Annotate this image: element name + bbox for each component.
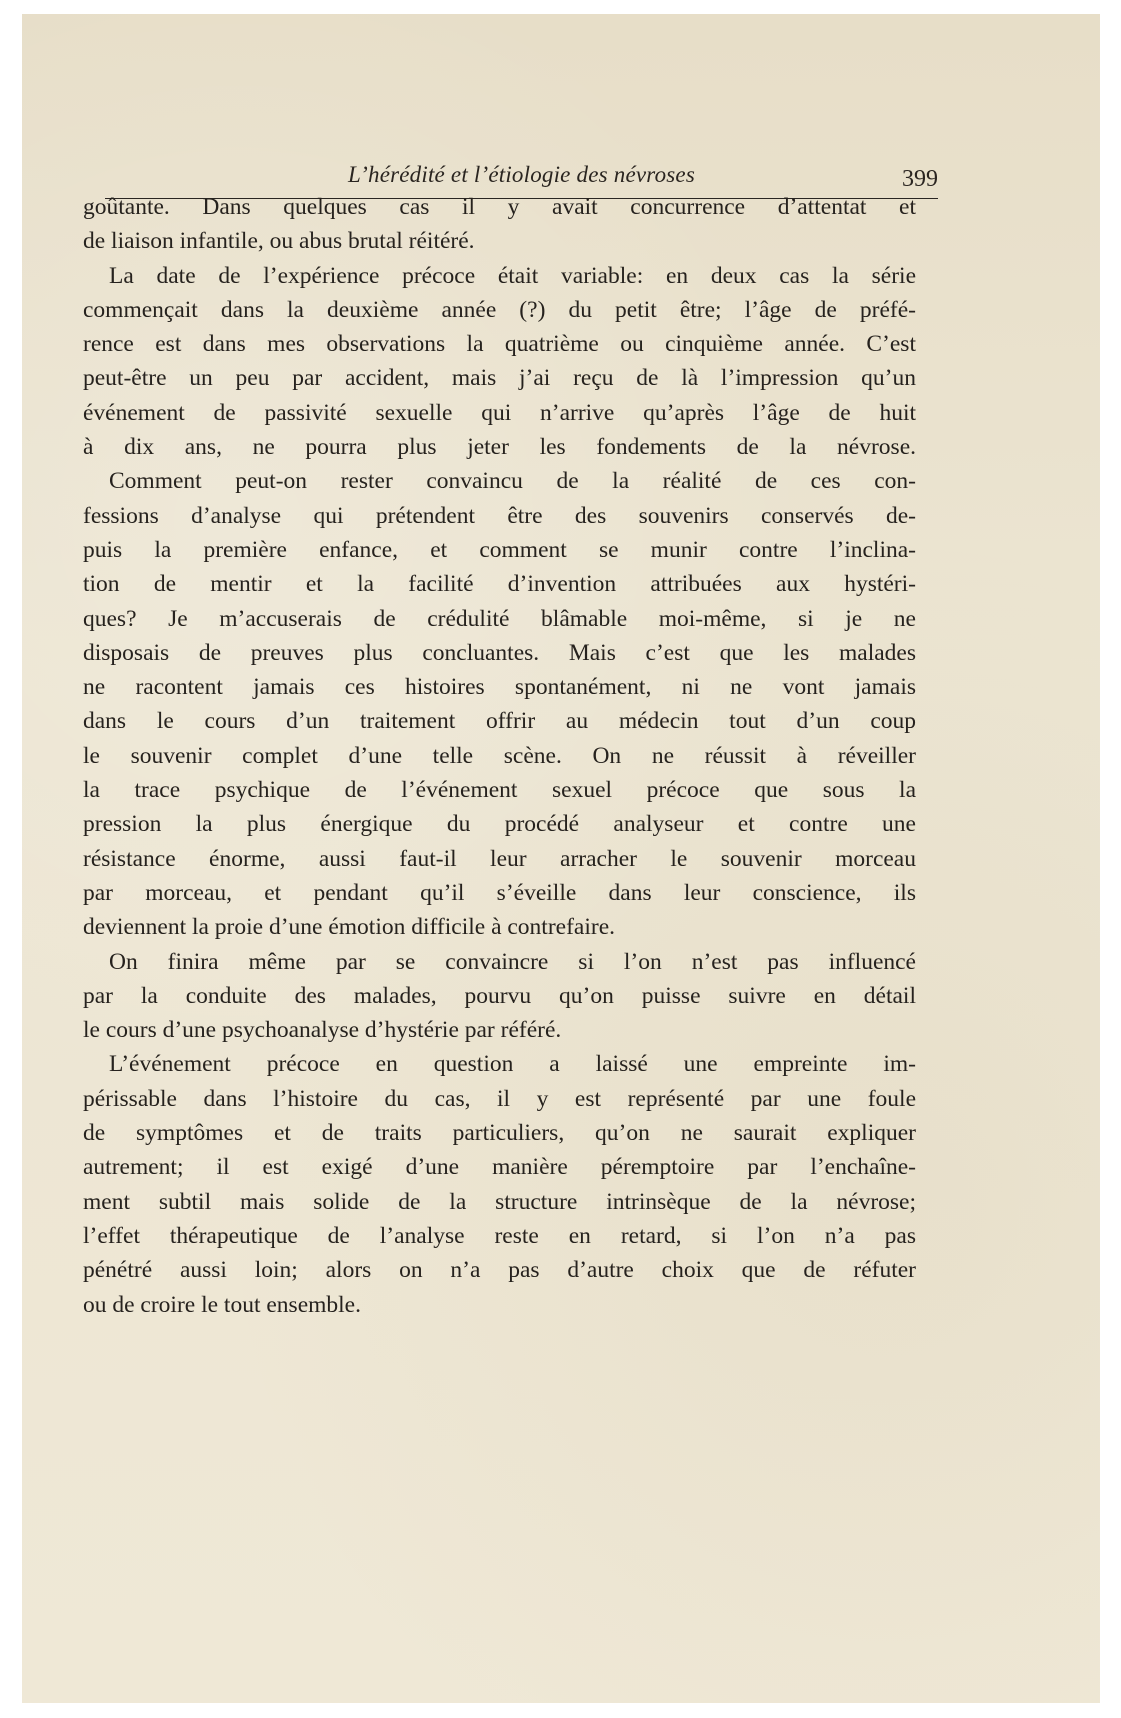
text-line: goûtante. Dans quelques cas il y avait concurrence d’attentat et bbox=[83, 194, 916, 220]
text-line: tion de mentir et la facilité d’invention attribuées aux hystéri- bbox=[83, 571, 916, 598]
paragraph bbox=[83, 1047, 916, 1321]
paragraph bbox=[83, 190, 916, 259]
text-line: autrement; il est exigé d’une manière péremptoire par l’enchaîne- bbox=[83, 1154, 916, 1181]
text-line: résistance énorme, aussi faut-il leur arracher le souvenir morceau bbox=[83, 845, 916, 872]
text-line: la trace psychique de l’événement sexuel précoce que sous la bbox=[83, 777, 916, 804]
text-line: La date de l’expérience précoce était variable: en deux cas la série bbox=[109, 262, 916, 289]
text-line: peut-être un peu par accident, mais j’ai reçu de là l’impression qu’un bbox=[83, 365, 916, 392]
paragraph bbox=[83, 945, 916, 1048]
text-line: ment subtil mais solide de la structure intrinsèque de la névrose; bbox=[83, 1188, 916, 1215]
text-line: le cours d’une psychoanalyse d’hystérie par référé. bbox=[83, 1017, 562, 1044]
text-line: dans le cours d’un traitement offrir au médecin tout d’un coup bbox=[83, 708, 916, 735]
paragraph bbox=[83, 259, 916, 465]
text-line: puis la première enfance, et comment se munir contre l’inclina- bbox=[83, 536, 916, 563]
text-line: deviennent la proie d’une émotion difficile à contrefaire. bbox=[83, 914, 616, 941]
paragraph bbox=[83, 464, 916, 944]
text-line: disposais de preuves plus concluantes. Mais c’est que les malades bbox=[83, 639, 916, 666]
text-line: le souvenir complet d’une telle scène. On ne réussit à réveiller bbox=[83, 742, 916, 769]
text-line: périssable dans l’histoire du cas, il y est représenté par une foule bbox=[83, 1085, 916, 1112]
text-line: On finira même par se convaincre si l’on n’est pas influencé bbox=[109, 948, 916, 975]
text-line: ne racontent jamais ces histoires spontanément, ni ne vont jamais bbox=[83, 674, 916, 701]
text-line: l’effet thérapeutique de l’analyse reste en retard, si l’on n’a pas bbox=[83, 1222, 916, 1249]
text-line: par morceau, et pendant qu’il s’éveille dans leur conscience, ils bbox=[83, 879, 916, 906]
text-line: pression la plus énergique du procédé analyseur et contre une bbox=[83, 811, 916, 838]
page-number: 399 bbox=[902, 166, 938, 192]
text-line: fessions d’analyse qui prétendent être des souvenirs conservés de- bbox=[83, 502, 916, 529]
text-line: Comment peut-on rester convaincu de la réalité de ces con- bbox=[109, 468, 916, 495]
text-line: à dix ans, ne pourra plus jeter les fondements de la névrose. bbox=[83, 434, 916, 461]
body-text bbox=[83, 190, 916, 1322]
text-line: ou de croire le tout ensemble. bbox=[83, 1291, 361, 1318]
text-line: par la conduite des malades, pourvu qu’on puisse suivre en détail bbox=[83, 982, 916, 1009]
text-line: événement de passivité sexuelle qui n’arrive qu’après l’âge de huit bbox=[83, 399, 916, 426]
text-line: de liaison infantile, ou abus brutal réitéré. bbox=[83, 228, 475, 255]
text-line: rence est dans mes observations la quatrième ou cinquième année. C’est bbox=[83, 331, 916, 358]
running-title: L’hérédité et l’étiologie des névroses bbox=[348, 162, 695, 187]
text-line: commençait dans la deuxième année (?) du petit être; l’âge de préfé- bbox=[83, 296, 916, 323]
text-line: de symptômes et de traits particuliers, qu’on ne saurait expliquer bbox=[83, 1120, 916, 1147]
text-line: pénétré aussi loin; alors on n’a pas d’autre choix que de réfuter bbox=[83, 1257, 916, 1284]
text-line: L’événement précoce en question a laissé une empreinte im- bbox=[109, 1051, 916, 1078]
text-line: ques? Je m’accuserais de crédulité blâmable moi-même, si je ne bbox=[83, 605, 916, 632]
